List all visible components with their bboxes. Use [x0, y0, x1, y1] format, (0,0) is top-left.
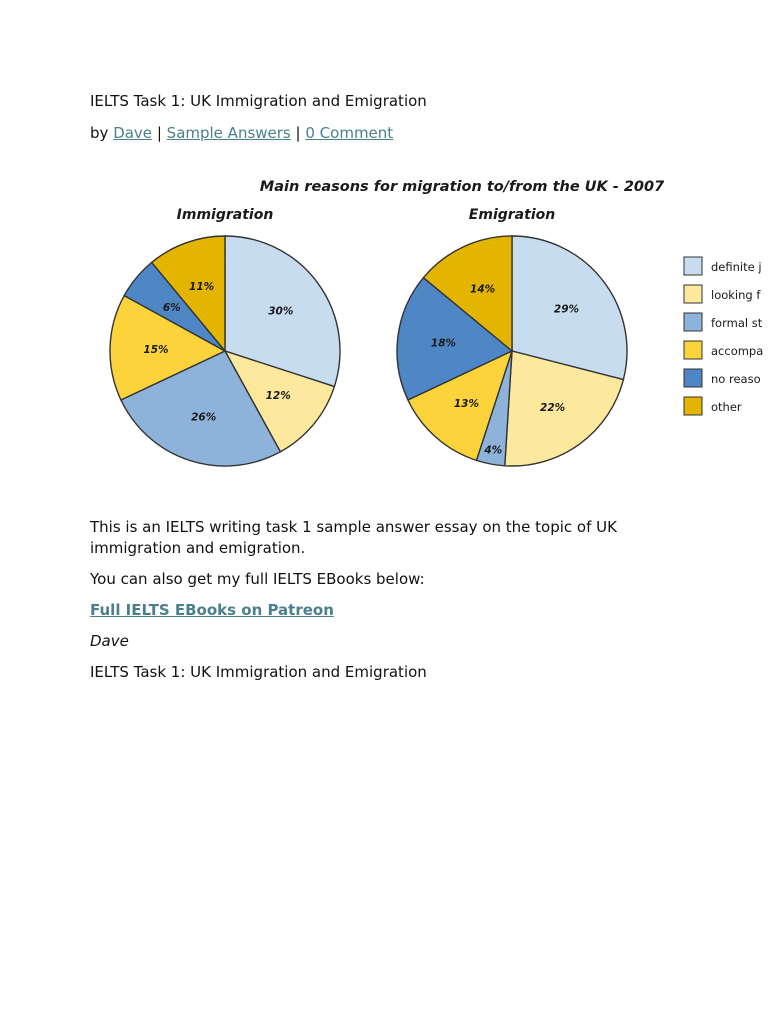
byline-by: by — [90, 124, 109, 142]
emigration-pie — [397, 236, 627, 466]
emigration-label-looking-for-work: 22% — [540, 401, 566, 414]
byline — [90, 123, 393, 144]
legend-swatch-accompany — [684, 341, 702, 359]
immigration-label-accompany: 15% — [143, 343, 169, 356]
byline-separator: | — [156, 124, 162, 142]
immigration-label-looking-for-work: 12% — [265, 390, 291, 402]
legend-label-formal-study: formal st — [711, 316, 763, 330]
section-title: IELTS Task 1: UK Immigration and Emigration — [90, 663, 427, 681]
emigration-label-other: 14% — [470, 283, 496, 296]
chart-title: Main reasons for migration to/from the UK - 2007 — [259, 179, 665, 195]
legend-label-looking-for-work: looking f — [711, 288, 761, 302]
legend-swatch-other — [684, 397, 702, 415]
legend-label-no-reason: no reaso — [711, 372, 761, 386]
emigration-label-definite-job: 29% — [553, 303, 580, 316]
immigration-label-other: 11% — [189, 281, 215, 294]
immigration-label-formal-study: 26% — [191, 411, 217, 424]
article-title: IELTS Task 1: UK Immigration and Emigration — [90, 92, 427, 110]
legend-swatch-definite-job — [684, 257, 702, 275]
ebooks-paragraph: You can also get my full IELTS EBooks below: — [90, 570, 425, 588]
emigration-label-accompany: 13% — [453, 397, 479, 410]
legend-label-definite-job: definite j — [711, 260, 762, 274]
chart-legend — [684, 257, 763, 415]
category-link[interactable]: Sample Answers — [166, 124, 291, 142]
immigration-pie-title: Immigration — [176, 207, 274, 223]
legend-label-other: other — [711, 400, 742, 414]
immigration-label-definite-job: 30% — [268, 305, 294, 318]
patreon-paragraph — [90, 600, 334, 621]
byline-separator: | — [295, 124, 301, 142]
legend-swatch-looking-for-work — [684, 285, 702, 303]
emigration-label-formal-study: 4% — [484, 444, 503, 457]
immigration-label-no-reason: 6% — [162, 302, 181, 314]
emigration-pie-title: Emigration — [468, 207, 556, 223]
immigration-pie — [110, 236, 340, 466]
patreon-link[interactable]: Full IELTS EBooks on Patreon — [90, 601, 334, 619]
migration-pie-charts — [0, 165, 768, 485]
emigration-label-no-reason: 18% — [430, 337, 457, 350]
author-link[interactable]: Dave — [113, 124, 153, 142]
legend-swatch-no-reason — [684, 369, 702, 387]
legend-label-accompany: accompa — [711, 344, 764, 358]
signature: Dave — [90, 632, 129, 650]
intro-paragraph: This is an IELTS writing task 1 sample answer essay on the topic of UK immigration and emigration. — [90, 518, 617, 557]
legend-swatch-formal-study — [684, 313, 702, 331]
migration-chart-image — [0, 165, 768, 485]
comments-link[interactable]: 0 Comment — [305, 124, 394, 142]
